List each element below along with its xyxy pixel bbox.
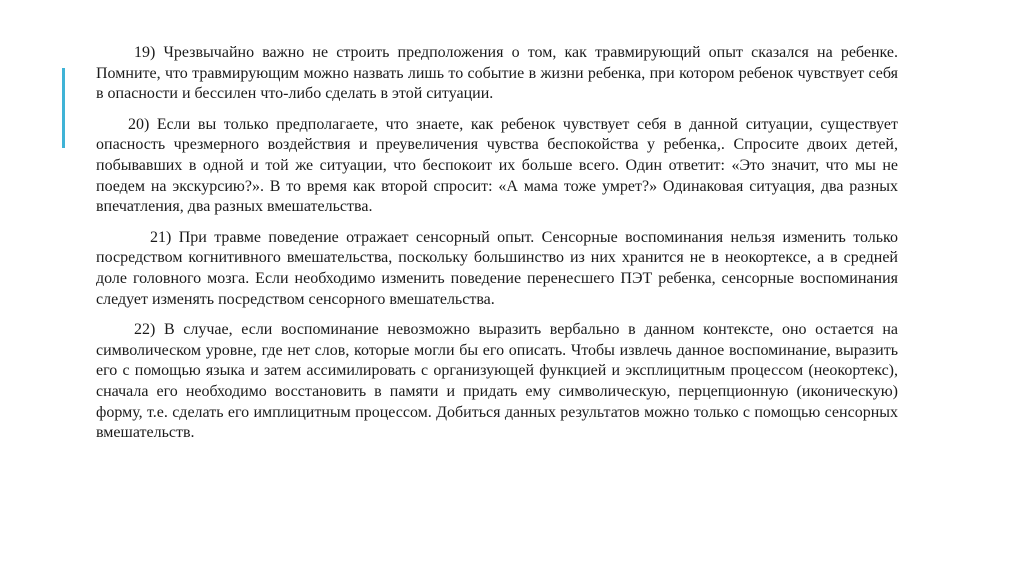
paragraph-20: 20) Если вы только предполагаете, что знаете, как ребенок чувствует себя в данной ситуации, существует опасность чрезмерного воздействия и преувеличения чувства беспокойства у ребенка,. Спросите двоих детей, побывавших в одной и той же ситуации, что беспокоит их больше всего. Один ответит: «Это значит, что мы не поедем на экскурсию?». В то время как второй спросит: «А мама тоже умрет?» Одинаковая ситуация, два разных впечатления, два разных вмешательства. [96, 115, 898, 216]
paragraph-22: 22) В случае, если воспоминание невозможно выразить вербально в данном контексте, оно остается на символическом уровне, где нет слов, которые могли бы его описать. Чтобы извлечь данное воспоминание, выразить его с помощью языка и затем ассимилировать с организующей функцией и эксплицитным процессом (неокортекс), сначала его необходимо восстановить в памяти и придать ему символическую, перцепционную (иконическую) форму, т.е. сделать его имплицитным процессом. Добиться данных результатов можно только с помощью сенсорных вмешательств. [96, 321, 898, 442]
paragraph-21: 21) При травме поведение отражает сенсорный опыт. Сенсорные воспоминания нельзя изменить только посредством когнитивного вмешательства, поскольку большинство из них хранится не в неокортексе, а в средней доле головного мозга. Если необходимо изменить поведение перенесшего ПЭТ ребенка, сенсорные воспоминания следует изменять посредством сенсорного вмешательства. [96, 228, 898, 308]
slide-text-body [96, 43, 898, 454]
accent-bar [62, 68, 65, 148]
paragraph-19: 19) Чрезвычайно важно не строить предположения о том, как травмирующий опыт сказался на ребенке. Помните, что травмирующим можно назвать лишь то событие в жизни ребенка, при котором ребенок чувствует себя в опасности и бессилен что-либо сделать в этой ситуации. [96, 44, 898, 103]
